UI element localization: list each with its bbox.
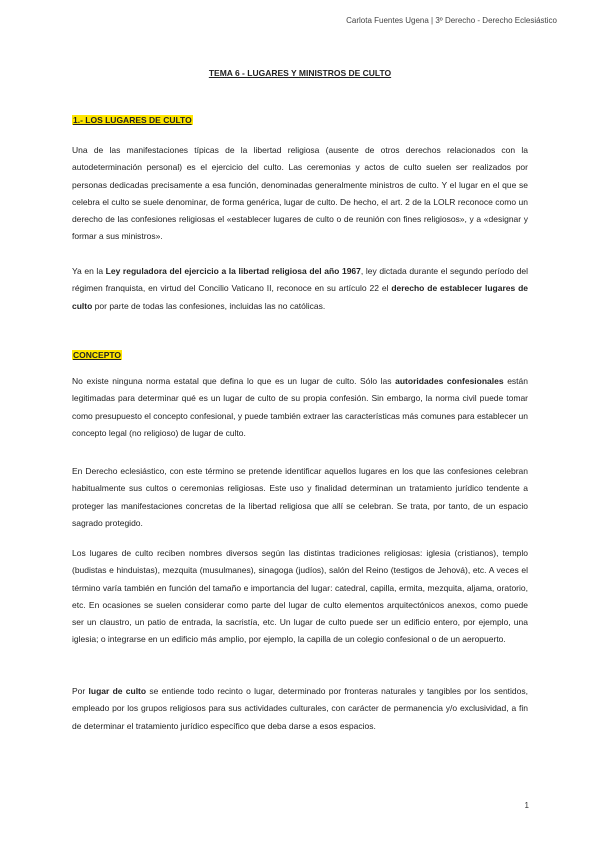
bold-text: autoridades confesionales: [395, 376, 504, 386]
paragraph: Los lugares de culto reciben nombres diversos según las distintas tradiciones religiosas: iglesia (cristianos), templo (budistas e hinduistas), mezquita (musulmanes), sinagoga (judíos), salón del Reino (testigos de Jehová), etc. A veces el término varía también en función del tamaño e importancia del lugar: catedral, capilla, ermita, mezquita, aljama, oratorio, etc. En ocasiones se suelen considerar como parte del lugar de culto elementos arquitectónicos anexos, como puede ser un claustro, un patio de entrada, la sacristía, etc. Un lugar de culto puede ser un edificio entero, por ejemplo, una iglesia; o integrarse en un edificio más amplio, por ejemplo, la capilla de un colegio confesional o de un aeropuerto.: [72, 548, 528, 645]
paragraph: Ya en la Ley reguladora del ejercicio a la libertad religiosa del año 1967, ley dictada durante el segundo período del régimen franquista, en virtud del Concilio Vaticano II, reconoce en su artículo 22 el derecho de establecer lugares de culto por parte de todas las confesiones, incluidas las no católicas.: [72, 266, 528, 311]
bold-text: Ley reguladora del ejercicio a la libertad religiosa del año 1967: [105, 266, 361, 276]
paragraph: Por lugar de culto se entiende todo recinto o lugar, determinado por fronteras naturales y tangibles por los sentidos, empleado por los grupos religiosos para sus actividades culturales, con carácter de permanencia y/o exclusividad, a fin de determinar el tratamiento jurídico específico que deba darse a esos espacios.: [72, 686, 528, 731]
page-number: 1: [524, 801, 529, 810]
paragraph: No existe ninguna norma estatal que defina lo que es un lugar de culto. Sólo las autoridades confesionales están legitimadas para determinar qué es un lugar de culto de su propia confesión. Sin embargo, la norma civil puede tomar como presupuesto el concepto confesional, y puede también extraer las características más comunes para establecer un concepto legal (no religioso) de lugar de culto.: [72, 376, 528, 438]
concepto-paragraph-4: [72, 683, 528, 735]
page-header: Carlota Fuentes Ugena | 3º Derecho - Derecho Eclesiástico: [346, 16, 557, 25]
section-heading-lugares: [72, 110, 528, 128]
concepto-paragraph-1: [72, 373, 528, 442]
subsection-heading: CONCEPTO: [73, 350, 122, 360]
document-title: TEMA 6 - LUGARES Y MINISTROS DE CULTO: [208, 68, 392, 78]
bold-text: lugar de culto: [88, 686, 147, 696]
section-heading: 1.- LOS LUGARES DE CULTO: [73, 115, 192, 125]
subsection-heading-concepto: [72, 345, 528, 363]
paragraph: En Derecho eclesiástico, con este término se pretende identificar aquellos lugares en los que las confesiones celebran habitualmente sus cultos o ceremonias religiosas. Este uso y finalidad determinan un tratamiento jurídico tendente a proteger las manifestaciones concretas de la libertad religiosa que allí se celebran. Se trata, por tanto, de un espacio sagrado protegido.: [72, 466, 528, 528]
paragraph: Una de las manifestaciones típicas de la libertad religiosa (ausente de otros derechos relacionados con la autodeterminación personal) es el ejercicio del culto. Las ceremonias y actos de culto suelen ser realizados por personas dedicadas precisamente a esa función, denominadas generalmente ministros de culto. Y el lugar en el que se celebra el culto se suele denominar, de forma genérica, lugar de culto. De hecho, el art. 2 de la LOLR reconoce como un derecho de las confesiones religiosas el «establecer lugares de culto o de reunión con fines religiosos», y a «designar y formar a sus ministros».: [72, 145, 528, 242]
concepto-paragraph-2: [72, 463, 528, 532]
section1-paragraph-2: [72, 263, 528, 315]
section1-paragraph-1: [72, 142, 528, 246]
bold-text: derecho de establecer lugares de culto: [72, 283, 528, 311]
concepto-paragraph-3: [72, 545, 528, 649]
